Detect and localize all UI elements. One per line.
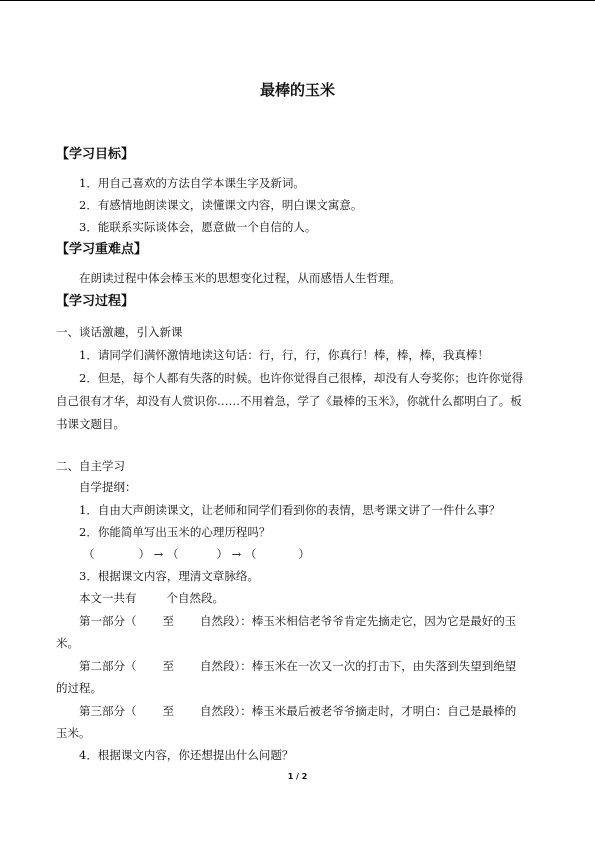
paren-open-2: （: [166, 547, 179, 561]
part-2-cont: 的过程。: [56, 681, 102, 695]
paren-open-1: （: [83, 547, 95, 561]
section2-title: 二、自主学习: [56, 459, 125, 473]
key-points-text: 在朗读过程中体会棒玉米的思想变化过程，从而感悟人生哲理。: [79, 271, 401, 285]
arrow-icon: →: [153, 547, 164, 561]
section2-prompt: 自学提纲：: [79, 480, 137, 494]
section1-p2-line2: 自己很有才华，却没有人赏识你……不用着急，学了《最棒的玉米》，你就什么都明白了。板: [56, 394, 522, 408]
top-rule: [0, 0, 595, 1]
page-title: 最棒的玉米: [259, 81, 335, 99]
question-2: 2．你能简单写出玉米的心理历程吗？: [79, 525, 271, 539]
part-3-cont: 玉米。: [56, 726, 91, 740]
key-points-heading: 【学习重难点】: [56, 242, 148, 257]
question-4: 4．根据课文内容，你还想提出什么问题？: [79, 748, 294, 762]
page-number: 1 / 2: [287, 772, 308, 781]
section1-p1: 1．请同学们满怀激情地读这句话：行，行，行，你真行！棒，棒，棒，我真棒！: [79, 348, 489, 362]
part-3: 第三部分（ 至 自然段）：棒玉米最后被老爷爷摘走时，才明白：自己是最棒的: [79, 704, 517, 718]
question-1: 1．自由大声朗读课文，让老师和同学们看到你的表情，思考课文讲了一件什么事？: [79, 503, 501, 517]
paren-close-2: ）: [216, 547, 228, 561]
goal-item-3: 3．能联系实际谈体会，愿意做一个自信的人。: [79, 220, 317, 234]
goal-item-1: 1．用自己喜欢的方法自学本课生字及新词。: [79, 176, 305, 190]
journey-blanks: [83, 546, 310, 562]
process-heading: 【学习过程】: [56, 294, 135, 309]
goals-heading: 【学习目标】: [56, 147, 135, 162]
paren-close-1: ）: [138, 547, 150, 561]
part-2: 第二部分（ 至 自然段）：棒玉米在一次又一次的打击下，由失落到失望到绝望: [79, 659, 517, 673]
section1-p2-line1: 2．但是，每个人都有失落的时候。也许你觉得自己很棒，却没有人夸奖你；也许你觉得: [79, 371, 524, 385]
section1-title: 一、谈话激趣，引入新课: [56, 325, 183, 339]
question-3: 3．根据课文内容，理清文章脉络。: [79, 569, 259, 583]
section1-p2-line3: 书课文题目。: [56, 417, 125, 431]
paragraph-count: 本文一共有 个自然段。: [79, 591, 224, 605]
goal-item-2: 2．有感情地朗读课文，读懂课文内容，明白课文寓意。: [79, 198, 363, 212]
paren-open-3: （: [244, 547, 257, 561]
paren-close-3: ）: [298, 547, 310, 561]
part-1-cont: 米。: [56, 636, 79, 650]
arrow-icon: →: [231, 547, 242, 561]
part-1: 第一部分（ 至 自然段）：棒玉米相信老爷爷肯定先摘走它，因为它是最好的玉: [79, 614, 517, 628]
